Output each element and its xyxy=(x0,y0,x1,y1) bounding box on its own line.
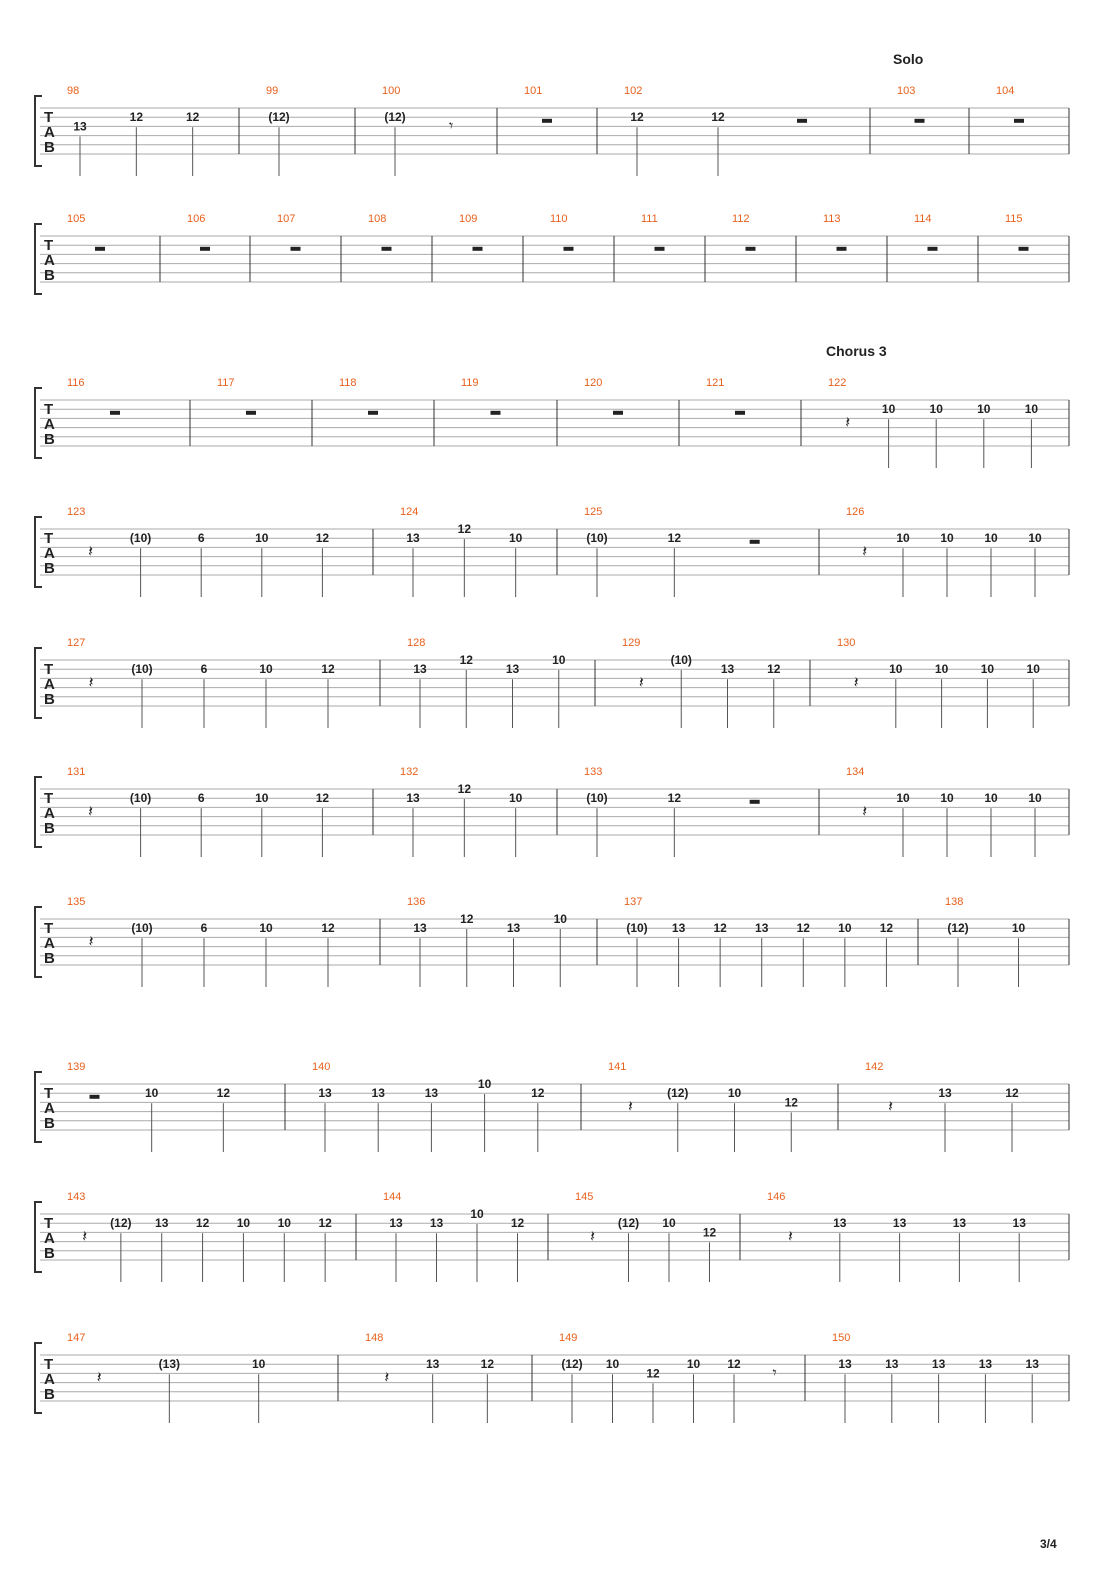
rest-symbol xyxy=(473,247,483,251)
rest-symbol xyxy=(246,411,256,415)
fret-number: 10 xyxy=(889,662,903,677)
fret-number: (10) xyxy=(586,791,608,806)
tab-clef-letter: A xyxy=(44,1100,55,1117)
measure-number: 143 xyxy=(67,1191,86,1203)
fret-number: (12) xyxy=(617,1216,640,1231)
measure-number: 100 xyxy=(382,85,401,97)
fret-number: 10 xyxy=(934,662,949,677)
fret-number: 13 xyxy=(406,531,420,546)
tab-clef-letter: T xyxy=(44,1215,54,1232)
rest-symbol: 𝄽 xyxy=(862,541,868,561)
measure-number: 105 xyxy=(67,213,86,225)
rest-symbol xyxy=(655,247,665,251)
measure-number: 147 xyxy=(67,1332,86,1344)
tab-clef-letter: B xyxy=(44,691,55,708)
tab-clef-letter: B xyxy=(44,950,55,967)
measure-number: 124 xyxy=(400,506,419,518)
measure-number: 131 xyxy=(67,766,86,778)
rest-symbol: 𝄽 xyxy=(88,672,94,692)
fret-number: 13 xyxy=(73,119,87,134)
tab-clef-letter: T xyxy=(44,109,54,126)
fret-number: 10 xyxy=(553,912,567,926)
fret-number: 12 xyxy=(460,912,474,926)
measure-number: 103 xyxy=(897,85,916,97)
fret-number: (12) xyxy=(947,921,969,936)
fret-number: 12 xyxy=(727,1357,741,1372)
staff-bracket xyxy=(35,96,42,166)
tab-clef-letter: T xyxy=(44,401,54,418)
fret-number: 12 xyxy=(630,110,644,125)
fret-number: 12 xyxy=(315,791,330,806)
fret-number: 10 xyxy=(255,791,269,806)
fret-number: 6 xyxy=(197,531,205,546)
fret-number: 12 xyxy=(879,921,894,936)
fret-number: 12 xyxy=(457,522,472,536)
tab-clef-letter: B xyxy=(44,560,55,577)
fret-number: 10 xyxy=(259,921,273,936)
fret-number: 13 xyxy=(413,662,427,677)
fret-number: 12 xyxy=(216,1086,231,1101)
tab-clef-letter: B xyxy=(44,431,55,448)
rest-symbol xyxy=(915,119,925,123)
fret-number: 13 xyxy=(885,1357,899,1372)
tab-clef-letter: B xyxy=(44,820,55,837)
measure-number: 108 xyxy=(368,213,387,225)
fret-number: 12 xyxy=(321,662,335,677)
fret-number: 13 xyxy=(1025,1357,1039,1372)
tab-clef-letter: B xyxy=(44,1386,55,1403)
fret-number: 10 xyxy=(552,653,566,667)
fret-number: 6 xyxy=(200,921,208,936)
measure-number: 115 xyxy=(1005,213,1023,225)
rest-symbol: 𝄽 xyxy=(787,1226,793,1246)
fret-number: 10 xyxy=(1028,531,1042,546)
staff-bracket xyxy=(35,388,42,458)
fret-number: 12 xyxy=(784,1095,798,1110)
measure-number: 107 xyxy=(277,213,296,225)
fret-number: 10 xyxy=(277,1216,291,1231)
fret-number: 12 xyxy=(713,921,727,936)
measure-number: 146 xyxy=(767,1191,786,1203)
tab-clef-letter: A xyxy=(44,935,55,952)
fret-number: 13 xyxy=(155,1216,169,1231)
fret-number: 12 xyxy=(767,662,781,677)
tab-clef-letter: A xyxy=(44,416,55,433)
rest-symbol xyxy=(928,247,938,251)
fret-number: 10 xyxy=(1011,921,1026,936)
staff-bracket xyxy=(35,907,42,977)
fret-number: 10 xyxy=(940,531,954,546)
rest-symbol: 𝄽 xyxy=(638,672,644,692)
rest-symbol xyxy=(746,247,756,251)
tab-clef-letter: A xyxy=(44,676,55,693)
fret-number: (12) xyxy=(384,110,406,125)
rest-symbol xyxy=(750,540,760,544)
measure-number: 116 xyxy=(67,377,85,389)
fret-number: (10) xyxy=(586,531,608,546)
fret-number: 13 xyxy=(406,791,420,806)
rest-symbol xyxy=(382,247,392,251)
tab-clef-letter: T xyxy=(44,530,54,547)
fret-number: 12 xyxy=(195,1216,210,1231)
fret-number: 12 xyxy=(646,1366,660,1381)
fret-number: 13 xyxy=(424,1086,439,1101)
section-label: Chorus 3 xyxy=(826,343,887,359)
tab-clef-letter: A xyxy=(44,545,55,562)
fret-number: (10) xyxy=(129,531,152,546)
measure-number: 138 xyxy=(945,896,964,908)
measure-number: 99 xyxy=(266,85,279,97)
fret-number: 10 xyxy=(940,791,954,806)
tab-clef-letter: T xyxy=(44,237,54,254)
measure-number: 119 xyxy=(461,377,479,389)
rest-symbol: 𝄽 xyxy=(82,1226,88,1246)
fret-number: 12 xyxy=(667,531,682,546)
tab-clef-letter: B xyxy=(44,139,55,156)
fret-number: 10 xyxy=(896,531,910,546)
rest-symbol: 𝄽 xyxy=(888,1096,894,1116)
measure-number: 145 xyxy=(575,1191,594,1203)
fret-number: 13 xyxy=(371,1086,385,1101)
rest-symbol xyxy=(95,247,105,251)
measure-number: 137 xyxy=(624,896,643,908)
fret-number: 12 xyxy=(796,921,810,936)
fret-number: 12 xyxy=(702,1225,717,1240)
measure-number: 110 xyxy=(550,213,568,225)
measure-number: 117 xyxy=(217,377,235,389)
fret-number: 12 xyxy=(457,782,472,796)
measure-number: 123 xyxy=(67,506,86,518)
rest-symbol: 𝄾 xyxy=(772,1363,777,1382)
fret-number: (10) xyxy=(670,653,692,667)
tab-clef-letter: T xyxy=(44,790,54,807)
fret-number: 13 xyxy=(318,1086,332,1101)
fret-number: 10 xyxy=(980,662,995,677)
rest-symbol: 𝄽 xyxy=(384,1367,390,1387)
rest-symbol: 𝄽 xyxy=(853,672,859,692)
measure-number: 127 xyxy=(67,637,86,649)
tab-clef-letter: A xyxy=(44,1230,55,1247)
fret-number: 10 xyxy=(251,1357,266,1372)
measure-number: 136 xyxy=(407,896,426,908)
measure-number: 129 xyxy=(622,637,641,649)
page-number: 3/4 xyxy=(1040,1537,1057,1551)
tab-clef-letter: B xyxy=(44,267,55,284)
fret-number: 10 xyxy=(662,1216,676,1231)
fret-number: 12 xyxy=(185,110,200,125)
fret-number: 10 xyxy=(984,531,998,546)
fret-number: 13 xyxy=(425,1357,440,1372)
fret-number: 10 xyxy=(508,531,523,546)
fret-number: 13 xyxy=(429,1216,444,1231)
fret-number: 10 xyxy=(977,402,991,417)
measure-number: 142 xyxy=(865,1061,884,1073)
rest-symbol xyxy=(542,119,552,123)
tab-clef-letter: T xyxy=(44,1085,54,1102)
measure-number: 140 xyxy=(312,1061,331,1073)
fret-number: 10 xyxy=(1028,791,1042,806)
staff-bracket xyxy=(35,224,42,294)
measure-number: 149 xyxy=(559,1332,578,1344)
measure-number: 128 xyxy=(407,637,426,649)
fret-number: 13 xyxy=(892,1216,907,1231)
staff-bracket xyxy=(35,517,42,587)
fret-number: 10 xyxy=(508,791,523,806)
fret-number: 12 xyxy=(129,110,144,125)
rest-symbol xyxy=(200,247,210,251)
rest-symbol xyxy=(797,119,807,123)
measure-number: 134 xyxy=(846,766,865,778)
tab-clef-letter: A xyxy=(44,252,55,269)
rest-symbol xyxy=(1014,119,1024,123)
measure-number: 132 xyxy=(400,766,419,778)
fret-number: 10 xyxy=(470,1207,484,1221)
fret-number: 13 xyxy=(755,921,769,936)
fret-number: 13 xyxy=(671,921,686,936)
rest-symbol xyxy=(750,800,760,804)
rest-symbol xyxy=(90,1095,100,1099)
measure-number: 118 xyxy=(339,377,357,389)
fret-number: (12) xyxy=(268,110,290,125)
fret-number: 13 xyxy=(978,1357,993,1372)
tab-clef-letter: B xyxy=(44,1115,55,1132)
rest-symbol: 𝄽 xyxy=(88,931,94,951)
fret-number: 12 xyxy=(667,791,682,806)
measure-number: 106 xyxy=(187,213,206,225)
fret-number: 13 xyxy=(505,662,520,677)
measure-number: 109 xyxy=(459,213,478,225)
rest-symbol xyxy=(837,247,847,251)
fret-number: 10 xyxy=(236,1216,251,1231)
section-label: Solo xyxy=(893,51,924,67)
measure-number: 102 xyxy=(624,85,643,97)
fret-number: 6 xyxy=(197,791,205,806)
measure-number: 113 xyxy=(823,213,841,225)
rest-symbol xyxy=(110,411,120,415)
rest-symbol: 𝄽 xyxy=(590,1226,596,1246)
fret-number: 13 xyxy=(413,921,427,936)
measure-number: 126 xyxy=(846,506,865,518)
fret-number: 13 xyxy=(938,1086,952,1101)
measure-number: 148 xyxy=(365,1332,384,1344)
fret-number: 13 xyxy=(506,921,521,936)
fret-number: 10 xyxy=(984,791,998,806)
fret-number: 10 xyxy=(929,402,943,417)
tab-clef-letter: T xyxy=(44,1356,54,1373)
staff-bracket xyxy=(35,648,42,718)
measure-number: 141 xyxy=(608,1061,627,1073)
rest-symbol xyxy=(291,247,301,251)
fret-number: (10) xyxy=(129,791,152,806)
measure-number: 101 xyxy=(524,85,543,97)
fret-number: 13 xyxy=(931,1357,946,1372)
fret-number: 10 xyxy=(686,1357,701,1372)
rest-symbol xyxy=(564,247,574,251)
rest-symbol: 𝄽 xyxy=(88,801,94,821)
fret-number: 10 xyxy=(1024,402,1039,417)
measure-number: 135 xyxy=(67,896,86,908)
fret-number: 10 xyxy=(838,921,852,936)
rest-symbol: 𝄽 xyxy=(96,1367,102,1387)
measure-number: 112 xyxy=(732,213,750,225)
rest-symbol xyxy=(613,411,623,415)
fret-number: 12 xyxy=(315,531,330,546)
fret-number: 12 xyxy=(510,1216,525,1231)
fret-number: 12 xyxy=(318,1216,332,1231)
fret-number: 10 xyxy=(881,402,896,417)
rest-symbol xyxy=(368,411,378,415)
measure-number: 98 xyxy=(67,85,80,97)
tab-clef-letter: T xyxy=(44,920,54,937)
rest-symbol xyxy=(1019,247,1029,251)
rest-symbol: 𝄽 xyxy=(845,412,851,432)
fret-number: 13 xyxy=(389,1216,403,1231)
measure-number: 104 xyxy=(996,85,1015,97)
fret-number: 10 xyxy=(259,662,273,677)
fret-number: (10) xyxy=(131,921,153,936)
fret-number: 12 xyxy=(531,1086,545,1101)
fret-number: 10 xyxy=(727,1086,742,1101)
fret-number: 12 xyxy=(1005,1086,1019,1101)
rest-symbol: 𝄾 xyxy=(449,116,454,135)
fret-number: 12 xyxy=(480,1357,495,1372)
measure-number: 144 xyxy=(383,1191,402,1203)
tab-clef-letter: T xyxy=(44,661,54,678)
rest-symbol: 𝄽 xyxy=(628,1096,633,1116)
measure-number: 150 xyxy=(832,1332,851,1344)
fret-number: 13 xyxy=(952,1216,967,1231)
fret-number: (10) xyxy=(626,921,648,936)
measure-number: 125 xyxy=(584,506,603,518)
fret-number: (12) xyxy=(667,1086,689,1101)
fret-number: (10) xyxy=(131,662,153,677)
measure-number: 139 xyxy=(67,1061,86,1073)
tab-clef-letter: B xyxy=(44,1245,55,1262)
fret-number: 12 xyxy=(459,653,473,667)
fret-number: 13 xyxy=(1012,1216,1026,1231)
measure-number: 114 xyxy=(914,213,932,225)
staff-bracket xyxy=(35,1072,42,1142)
fret-number: (12) xyxy=(110,1216,132,1231)
fret-number: 13 xyxy=(838,1357,852,1372)
fret-number: 10 xyxy=(1026,662,1040,677)
rest-symbol: 𝄽 xyxy=(862,801,868,821)
fret-number: (13) xyxy=(158,1357,181,1372)
measure-number: 111 xyxy=(641,213,658,225)
rest-symbol xyxy=(491,411,501,415)
measure-number: 122 xyxy=(828,377,847,389)
fret-number: 10 xyxy=(896,791,910,806)
tab-clef-letter: A xyxy=(44,124,55,141)
fret-number: 12 xyxy=(321,921,335,936)
staff-bracket xyxy=(35,1343,42,1413)
rest-symbol: 𝄽 xyxy=(88,541,94,561)
fret-number: 10 xyxy=(605,1357,620,1372)
staff-bracket xyxy=(35,777,42,847)
fret-number: 13 xyxy=(720,662,735,677)
fret-number: 10 xyxy=(477,1077,492,1091)
fret-number: (12) xyxy=(561,1357,583,1372)
fret-number: 10 xyxy=(144,1086,159,1101)
staff-bracket xyxy=(35,1202,42,1272)
fret-number: 6 xyxy=(200,662,208,677)
tab-clef-letter: A xyxy=(44,1371,55,1388)
measure-number: 130 xyxy=(837,637,856,649)
rest-symbol xyxy=(735,411,745,415)
measure-number: 121 xyxy=(706,377,725,389)
tab-clef-letter: A xyxy=(44,805,55,822)
measure-number: 133 xyxy=(584,766,603,778)
fret-number: 12 xyxy=(711,110,725,125)
fret-number: 10 xyxy=(255,531,269,546)
measure-number: 120 xyxy=(584,377,603,389)
fret-number: 13 xyxy=(833,1216,847,1231)
